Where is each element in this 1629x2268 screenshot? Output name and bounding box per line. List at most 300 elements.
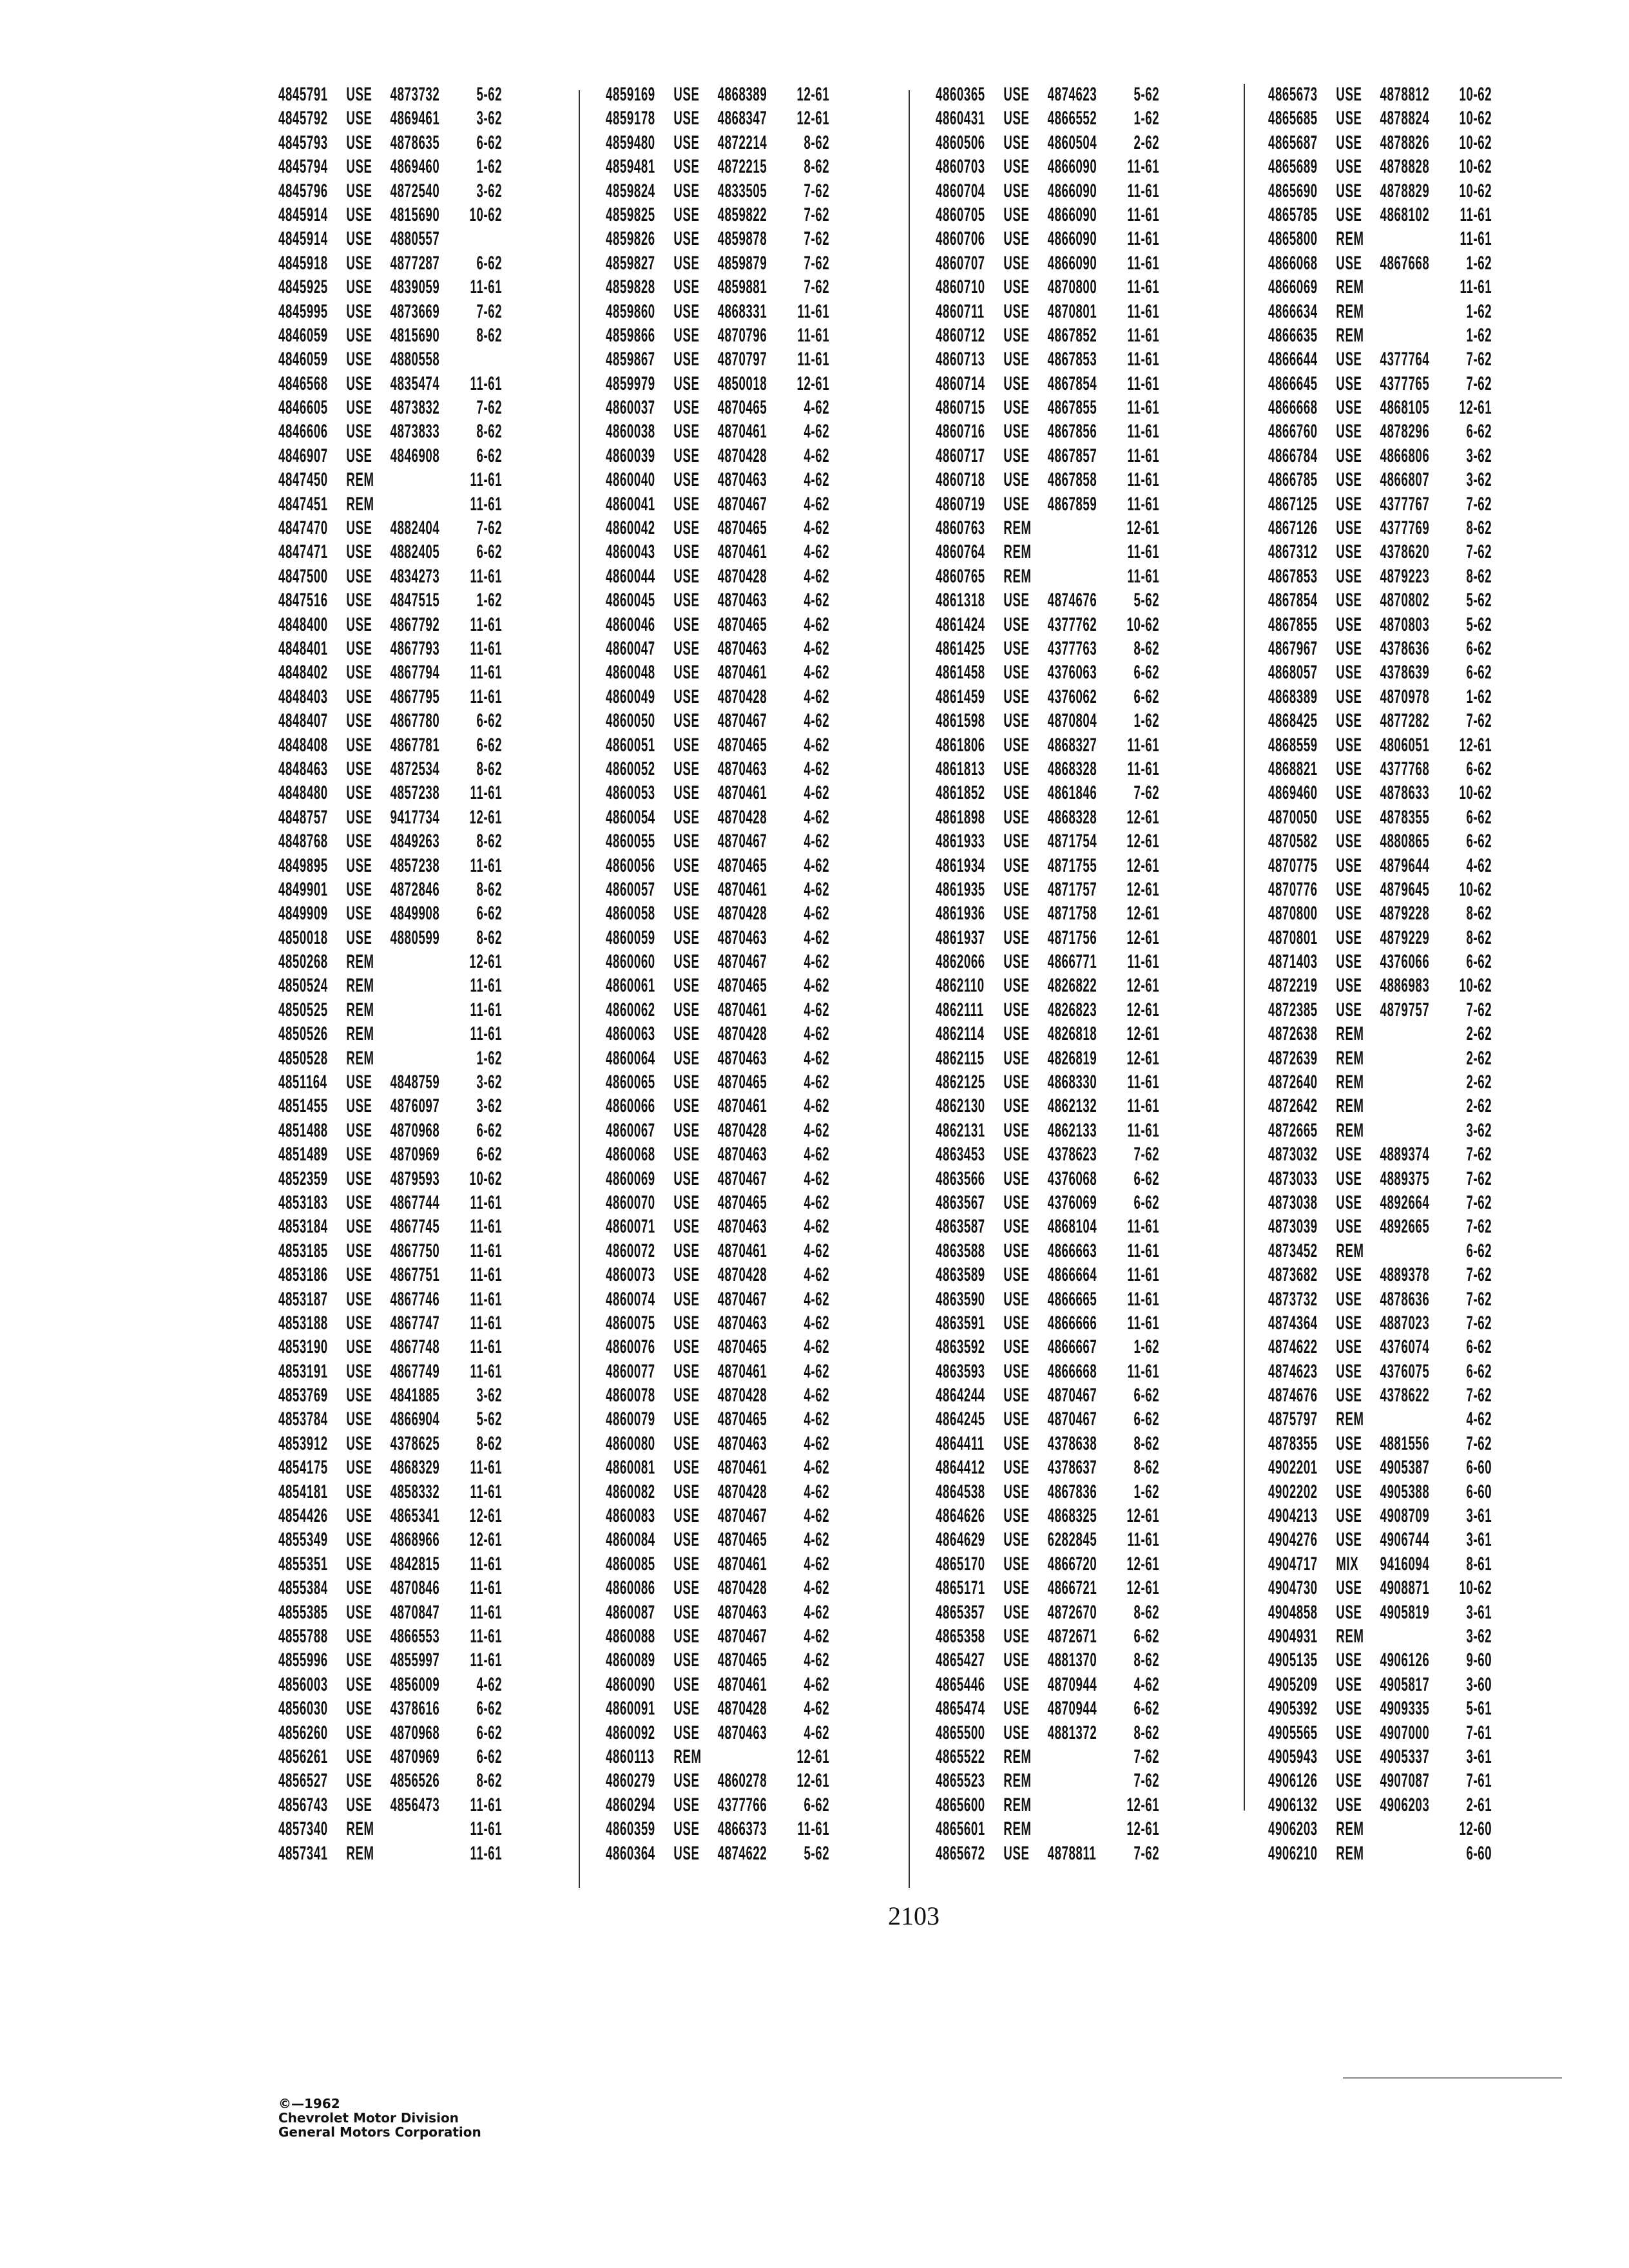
part-number: 4860060: [606, 951, 655, 973]
part-row: [936, 974, 1159, 997]
part-number: 4859480: [606, 131, 655, 153]
action-code: USE: [673, 131, 700, 153]
part-row: [606, 347, 829, 371]
part-row: [936, 950, 1159, 974]
part-row: [278, 733, 502, 757]
action-code: USE: [1336, 156, 1362, 178]
action-code: USE: [1336, 1457, 1362, 1479]
action-code: USE: [346, 1794, 372, 1816]
effective-date: 7-62: [1466, 1288, 1492, 1310]
replacement-part-number: 4377764: [1380, 349, 1430, 370]
part-row: [606, 1119, 829, 1142]
replacement-part-number: 4872215: [717, 156, 767, 178]
action-code: USE: [346, 903, 372, 925]
effective-date: 12-61: [1126, 806, 1160, 828]
effective-date: 11-61: [470, 1649, 503, 1671]
part-number: 4857340: [278, 1818, 328, 1840]
part-number: 4861936: [936, 903, 985, 925]
part-row: [1268, 1022, 1492, 1046]
part-number: 4860705: [936, 204, 985, 226]
replacement-part-number: 4878811: [1047, 1842, 1097, 1864]
replacement-part-number: 4846908: [390, 445, 440, 466]
part-row: [936, 1167, 1159, 1191]
part-row: [606, 1696, 829, 1720]
part-number: 4906132: [1268, 1794, 1318, 1816]
part-row: [606, 709, 829, 733]
part-number: 4865500: [936, 1722, 985, 1744]
effective-date: 7-62: [1466, 1144, 1492, 1166]
replacement-part-number: 4870969: [390, 1745, 440, 1767]
part-number: 4865600: [936, 1794, 985, 1816]
replacement-part-number: 4867855: [1047, 397, 1097, 419]
effective-date: 4-62: [804, 1698, 830, 1720]
action-code: USE: [1003, 252, 1030, 274]
part-number: 4905943: [1268, 1745, 1318, 1767]
action-code: REM: [1003, 541, 1032, 563]
part-number: 4904717: [1268, 1553, 1318, 1575]
part-number: 4860076: [606, 1336, 655, 1358]
effective-date: 10-62: [1459, 782, 1492, 804]
part-number: 4859169: [606, 84, 655, 105]
action-code: USE: [346, 372, 372, 394]
part-row: [1268, 1142, 1492, 1166]
part-number: 4864412: [936, 1457, 985, 1479]
part-number: 4860715: [936, 397, 985, 419]
action-code: REM: [673, 1745, 702, 1767]
part-number: 4849909: [278, 903, 328, 925]
action-code: USE: [346, 204, 372, 226]
replacement-part-number: 4870978: [1380, 686, 1430, 707]
part-row: [936, 396, 1159, 419]
part-row: [278, 323, 502, 347]
part-number: 4860710: [936, 276, 985, 298]
part-row: [936, 1022, 1159, 1046]
replacement-part-number: 4873833: [390, 421, 440, 443]
part-number: 4868559: [1268, 734, 1318, 756]
effective-date: 7-62: [476, 397, 503, 419]
part-number: 4847500: [278, 565, 328, 587]
part-row: [1268, 781, 1492, 805]
effective-date: 4-62: [804, 493, 830, 515]
part-number: 4860057: [606, 878, 655, 900]
part-row: [936, 1407, 1159, 1431]
action-code: USE: [1336, 806, 1362, 828]
action-code: USE: [1336, 565, 1362, 587]
action-code: USE: [673, 372, 700, 394]
effective-date: 4-62: [804, 421, 830, 443]
part-number: 4851488: [278, 1119, 328, 1141]
action-code: USE: [673, 445, 700, 466]
part-number: 4863593: [936, 1360, 985, 1382]
effective-date: 6-62: [476, 1144, 503, 1166]
part-row: [936, 372, 1159, 396]
replacement-part-number: 4865341: [390, 1505, 440, 1527]
part-row: [606, 998, 829, 1022]
part-row: [278, 1191, 502, 1215]
action-code: REM: [1336, 1408, 1364, 1430]
action-code: USE: [346, 734, 372, 756]
part-row: [278, 974, 502, 997]
effective-date: 11-61: [470, 637, 503, 659]
part-number: 4860365: [936, 84, 985, 105]
part-number: 4853187: [278, 1288, 328, 1310]
part-row: [278, 1287, 502, 1311]
effective-date: 4-62: [804, 1505, 830, 1527]
effective-date: 11-61: [470, 1481, 503, 1503]
part-row: [606, 1456, 829, 1479]
replacement-part-number: 4879229: [1380, 927, 1430, 948]
replacement-part-number: 4871756: [1047, 927, 1097, 948]
effective-date: 8-62: [1133, 1601, 1160, 1623]
column-divider: [909, 90, 910, 1888]
part-row: [936, 1745, 1159, 1769]
part-number: 4863588: [936, 1240, 985, 1262]
action-code: USE: [673, 300, 700, 322]
replacement-part-number: 4909335: [1380, 1698, 1430, 1720]
part-row: [606, 227, 829, 251]
replacement-part-number: 4870467: [717, 1168, 767, 1189]
part-row: [278, 300, 502, 323]
part-number: 4865523: [936, 1770, 985, 1792]
part-row: [278, 444, 502, 468]
part-number: 4850526: [278, 1023, 328, 1045]
part-number: 4853185: [278, 1240, 328, 1262]
replacement-part-number: 4376062: [1047, 686, 1097, 707]
part-number: 4860069: [606, 1168, 655, 1189]
replacement-part-number: 4880865: [1380, 831, 1430, 852]
replacement-part-number: 4879645: [1380, 878, 1430, 900]
part-number: 4860044: [606, 565, 655, 587]
part-row: [1268, 1094, 1492, 1118]
action-code: REM: [1003, 1794, 1032, 1816]
effective-date: 4-62: [804, 1673, 830, 1695]
action-code: USE: [1003, 1288, 1030, 1310]
part-row: [606, 1793, 829, 1817]
part-number: 4864538: [936, 1481, 985, 1503]
part-number: 4868057: [1268, 662, 1318, 684]
part-number: 4872385: [1268, 999, 1318, 1021]
action-code: USE: [1336, 1529, 1362, 1551]
action-code: USE: [1336, 445, 1362, 466]
effective-date: 4-62: [804, 1095, 830, 1117]
effective-date: 7-61: [1466, 1770, 1492, 1792]
effective-date: 7-62: [804, 180, 830, 202]
replacement-part-number: 4870461: [717, 782, 767, 804]
effective-date: 5-61: [1466, 1698, 1492, 1720]
action-code: USE: [1336, 397, 1362, 419]
effective-date: 11-61: [470, 662, 503, 684]
effective-date: 11-61: [1127, 324, 1160, 346]
part-row: [606, 1745, 829, 1769]
effective-date: 3-61: [1466, 1505, 1492, 1527]
replacement-part-number: 4871758: [1047, 903, 1097, 925]
part-number: 4862131: [936, 1119, 985, 1141]
effective-date: 12-61: [1126, 1794, 1160, 1816]
replacement-part-number: 4861846: [1047, 782, 1097, 804]
part-number: 4848401: [278, 637, 328, 659]
part-row: [936, 564, 1159, 588]
part-row: [606, 82, 829, 106]
part-number: 4860054: [606, 806, 655, 828]
effective-date: 12-61: [796, 1745, 830, 1767]
action-code: USE: [1003, 108, 1030, 130]
action-code: USE: [1003, 397, 1030, 419]
part-number: 4862111: [936, 999, 984, 1021]
action-code: USE: [673, 1553, 700, 1575]
effective-date: 3-62: [476, 1095, 503, 1117]
replacement-part-number: 4847515: [390, 590, 440, 611]
action-code: USE: [673, 999, 700, 1021]
part-number: 4861935: [936, 878, 985, 900]
effective-date: 11-61: [470, 276, 503, 298]
part-row: [1268, 1648, 1492, 1672]
action-code: REM: [1003, 517, 1032, 539]
part-row: [1268, 131, 1492, 155]
part-number: 4860763: [936, 517, 985, 539]
effective-date: 3-62: [1466, 445, 1492, 466]
effective-date: 8-62: [476, 831, 503, 852]
part-number: 4865357: [936, 1601, 985, 1623]
effective-date: 4-62: [804, 710, 830, 732]
part-number: 4867853: [1268, 565, 1318, 587]
replacement-part-number: 4870463: [717, 758, 767, 780]
effective-date: 6-62: [476, 710, 503, 732]
action-code: USE: [673, 1095, 700, 1117]
part-row: [606, 1841, 829, 1865]
part-row: [936, 1383, 1159, 1407]
action-code: USE: [346, 349, 372, 370]
part-number: 4861933: [936, 831, 985, 852]
action-code: USE: [1003, 324, 1030, 346]
replacement-part-number: 4870802: [1380, 590, 1430, 611]
replacement-part-number: 4826823: [1047, 999, 1097, 1021]
part-row: [606, 155, 829, 178]
part-row: [936, 805, 1159, 829]
effective-date: 7-62: [476, 517, 503, 539]
part-row: [936, 1335, 1159, 1359]
replacement-part-number: 4378625: [390, 1432, 440, 1454]
action-code: USE: [1003, 1577, 1030, 1599]
action-code: USE: [673, 204, 700, 226]
part-number: 4905565: [1268, 1722, 1318, 1744]
action-code: USE: [1336, 1794, 1362, 1816]
part-row: [606, 829, 829, 853]
effective-date: 8-62: [1133, 1432, 1160, 1454]
action-code: USE: [346, 1191, 372, 1213]
part-row: [606, 1383, 829, 1407]
effective-date: 8-62: [1466, 565, 1492, 587]
part-row: [278, 613, 502, 637]
effective-date: 4-62: [804, 1023, 830, 1045]
action-code: REM: [1336, 1626, 1364, 1647]
part-number: 4860073: [606, 1264, 655, 1286]
part-row: [1268, 757, 1492, 781]
column-divider: [1244, 84, 1245, 1811]
effective-date: 8-62: [804, 131, 830, 153]
action-code: USE: [1003, 1023, 1030, 1045]
action-code: USE: [346, 758, 372, 780]
replacement-part-number: 4873732: [390, 84, 440, 105]
replacement-part-number: 4870428: [717, 903, 767, 925]
part-number: 4863591: [936, 1312, 985, 1334]
part-number: 4860431: [936, 108, 985, 130]
part-row: [936, 1600, 1159, 1624]
replacement-part-number: 4870428: [717, 565, 767, 587]
part-row: [1268, 347, 1492, 371]
replacement-part-number: 4906744: [1380, 1529, 1430, 1551]
column-divider: [579, 90, 580, 1888]
effective-date: 8-62: [1133, 1722, 1160, 1744]
part-number: 4853191: [278, 1360, 328, 1382]
replacement-part-number: 4826819: [1047, 1047, 1097, 1069]
effective-date: 5-62: [476, 84, 503, 105]
part-row: [1268, 444, 1492, 468]
replacement-part-number: 4870463: [717, 590, 767, 611]
effective-date: 12-61: [469, 806, 503, 828]
part-number: 4873038: [1268, 1191, 1318, 1213]
action-code: USE: [346, 782, 372, 804]
effective-date: 7-62: [1466, 372, 1492, 394]
replacement-part-number: 4870465: [717, 1072, 767, 1093]
part-row: [936, 179, 1159, 203]
effective-date: 11-61: [1127, 1095, 1160, 1117]
part-row: [936, 637, 1159, 660]
action-code: USE: [1336, 1385, 1362, 1407]
part-number: 4847451: [278, 493, 328, 515]
action-code: USE: [1336, 517, 1362, 539]
action-code: USE: [1336, 204, 1362, 226]
replacement-part-number: 4871754: [1047, 831, 1097, 852]
effective-date: 6-62: [476, 1745, 503, 1767]
replacement-part-number: 4870461: [717, 662, 767, 684]
action-code: USE: [673, 1144, 700, 1166]
action-code: USE: [1003, 1481, 1030, 1503]
replacement-part-number: 4870461: [717, 421, 767, 443]
effective-date: 11-61: [1127, 1216, 1160, 1238]
part-row: [606, 781, 829, 805]
replacement-part-number: 4867854: [1047, 372, 1097, 394]
part-row: [606, 588, 829, 612]
part-row: [278, 1311, 502, 1335]
part-number: 4905392: [1268, 1698, 1318, 1720]
page-number: 2103: [888, 1901, 940, 1930]
replacement-part-number: 4869461: [390, 108, 440, 130]
effective-date: 11-61: [1127, 276, 1160, 298]
action-code: USE: [1336, 1264, 1362, 1286]
replacement-part-number: 4860278: [717, 1770, 767, 1792]
part-row: [936, 781, 1159, 805]
part-row: [278, 1360, 502, 1383]
effective-date: 4-62: [804, 662, 830, 684]
action-code: USE: [1003, 951, 1030, 973]
part-row: [1268, 1263, 1492, 1287]
effective-date: 11-61: [1127, 541, 1160, 563]
part-number: 4860082: [606, 1481, 655, 1503]
part-row: [278, 685, 502, 709]
part-number: 4860045: [606, 590, 655, 611]
part-number: 4872219: [1268, 975, 1318, 997]
part-row: [606, 901, 829, 925]
part-number: 4845794: [278, 156, 328, 178]
effective-date: 8-62: [476, 324, 503, 346]
effective-date: 11-61: [470, 613, 503, 635]
part-row: [1268, 588, 1492, 612]
replacement-part-number: 4849908: [390, 903, 440, 925]
replacement-part-number: 4870461: [717, 1673, 767, 1695]
action-code: USE: [346, 276, 372, 298]
action-code: USE: [1003, 806, 1030, 828]
effective-date: 3-61: [1466, 1529, 1492, 1551]
action-code: USE: [346, 1240, 372, 1262]
replacement-part-number: 4870467: [1047, 1385, 1097, 1407]
part-number: 4859867: [606, 349, 655, 370]
action-code: USE: [1336, 1577, 1362, 1599]
part-row: [1268, 1191, 1492, 1215]
action-code: REM: [1336, 1047, 1364, 1069]
replacement-part-number: 4870463: [717, 1601, 767, 1623]
part-row: [1268, 1769, 1492, 1792]
effective-date: 4-62: [804, 1191, 830, 1213]
part-row: [606, 1263, 829, 1287]
part-row: [606, 419, 829, 443]
effective-date: 11-61: [470, 1842, 503, 1864]
effective-date: 4-62: [804, 1385, 830, 1407]
part-number: 4856030: [278, 1698, 328, 1720]
effective-date: 11-61: [470, 1818, 503, 1840]
action-code: REM: [346, 1818, 374, 1840]
effective-date: 7-62: [1466, 349, 1492, 370]
action-code: USE: [673, 1385, 700, 1407]
part-row: [278, 203, 502, 227]
replacement-part-number: 4874623: [1047, 84, 1097, 105]
action-code: USE: [673, 1673, 700, 1695]
part-number: 4868389: [1268, 686, 1318, 707]
effective-date: 12-61: [1126, 1818, 1160, 1840]
action-code: USE: [673, 324, 700, 346]
part-number: 4845914: [278, 204, 328, 226]
replacement-part-number: 4905819: [1380, 1601, 1430, 1623]
effective-date: 4-62: [804, 397, 830, 419]
effective-date: 4-62: [804, 517, 830, 539]
effective-date: 7-62: [1466, 1432, 1492, 1454]
effective-date: 11-61: [470, 469, 503, 491]
replacement-part-number: 4879644: [1380, 854, 1430, 876]
part-row: [1268, 1287, 1492, 1311]
part-number: 4853190: [278, 1336, 328, 1358]
replacement-part-number: 4870803: [1380, 613, 1430, 635]
effective-date: 2-62: [1466, 1023, 1492, 1045]
effective-date: 10-62: [1459, 1577, 1492, 1599]
part-row: [936, 613, 1159, 637]
effective-date: 7-62: [1466, 710, 1492, 732]
replacement-part-number: 4870465: [717, 1191, 767, 1213]
effective-date: 11-61: [1127, 204, 1160, 226]
replacement-part-number: 4862132: [1047, 1095, 1097, 1117]
replacement-part-number: 4879593: [390, 1168, 440, 1189]
part-number: 4860052: [606, 758, 655, 780]
part-row: [606, 1552, 829, 1576]
action-code: USE: [1336, 710, 1362, 732]
part-number: 4848480: [278, 782, 328, 804]
effective-date: 12-61: [1126, 854, 1160, 876]
part-row: [1268, 1456, 1492, 1479]
part-row: [936, 1119, 1159, 1142]
replacement-part-number: 4859822: [717, 204, 767, 226]
action-code: USE: [346, 1481, 372, 1503]
part-number: 4866635: [1268, 324, 1318, 346]
effective-date: 4-62: [804, 1722, 830, 1744]
effective-date: 11-61: [1127, 421, 1160, 443]
